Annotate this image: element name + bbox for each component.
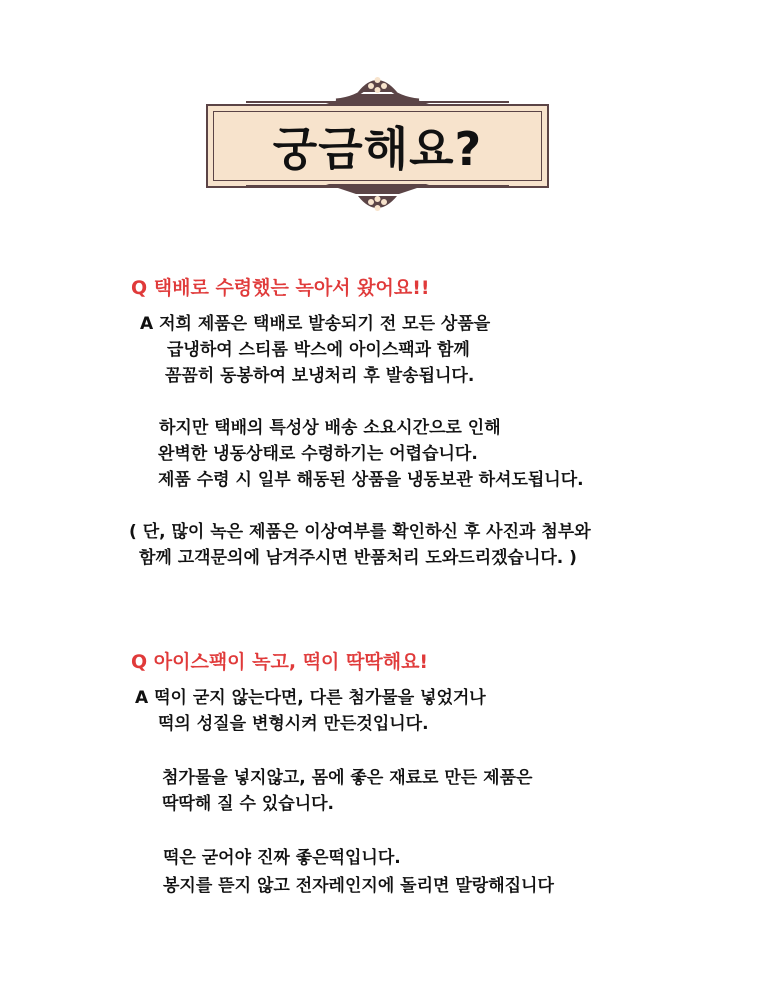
faq-answer-2-line-6: 봉지를 뜯지 않고 전자레인지에 돌리면 말랑해집니다 [163,876,554,896]
faq-answer-1-line-7: ( 단, 많이 녹은 제품은 이상여부를 확인하신 후 사진과 첨부와 [129,522,591,542]
faq-answer-1-line-8: 함께 고객문의에 남겨주시면 반품처리 도와드리겠습니다. ) [139,548,577,568]
faq-answer-1-line-3: 꼼꼼히 동봉하여 보냉처리 후 발송됩니다. [165,366,475,386]
faq-answer-2-line-4: 딱딱해 질 수 있습니다. [162,794,335,814]
faq-answer-2-line-5: 떡은 굳어야 진짜 좋은떡입니다. [163,848,401,868]
faq-question-1: Q 택배로 수령했는 녹아서 왔어요!! [131,277,430,299]
faq-answer-1-line-6: 제품 수령 시 일부 해동된 상품을 냉동보관 하셔도됩니다. [158,470,584,490]
faq-answer-1-line-5: 완벽한 냉동상태로 수령하기는 어렵습니다. [158,444,478,464]
header-banner [206,72,549,218]
faq-answer-1-line-2: 급냉하여 스티롬 박스에 아이스팩과 함께 [167,340,470,360]
page-title: 궁금해요? [272,122,483,176]
faq-answer-2-line-3: 첨가물을 넣지않고, 몸에 좋은 재료로 만든 제품은 [162,768,533,788]
faq-answer-2-line-1: A 떡이 굳지 않는다면, 다른 첨가물을 넣었거나 [135,688,486,708]
ornament-bottom-icon [206,178,549,218]
faq-answer-1-line-4: 하지만 택배의 특성상 배송 소요시간으로 인해 [159,418,501,438]
faq-answer-2-line-2: 떡의 성질을 변형시켜 만든것입니다. [158,714,429,734]
banner-box [206,104,549,188]
faq-answer-1-line-1: A 저희 제품은 택배로 발송되기 전 모든 상품을 [140,314,491,334]
faq-question-2: Q 아이스팩이 녹고, 떡이 딱딱해요! [131,651,429,673]
